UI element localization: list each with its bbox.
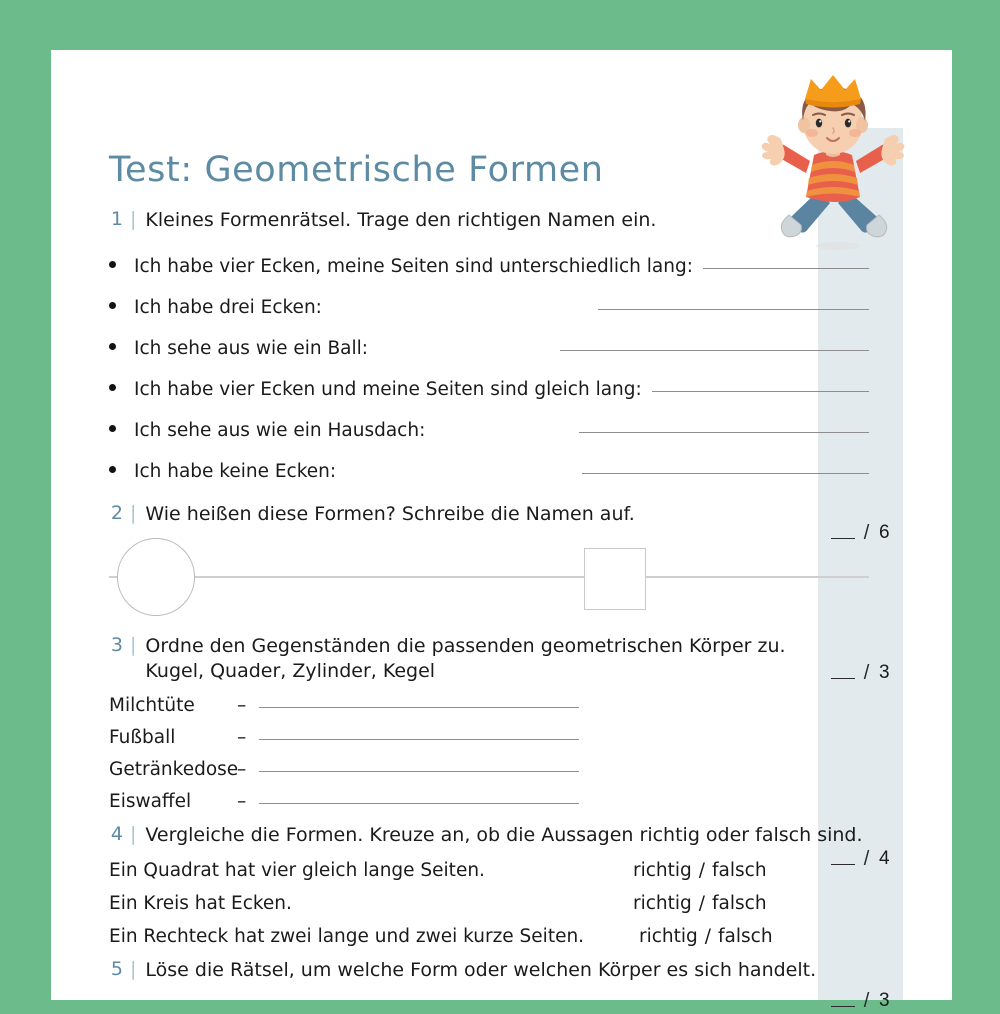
task-1-item-5	[109, 420, 869, 444]
score-slash-task-3: /	[863, 847, 870, 870]
task-4-row-2-option-false[interactable]: falsch	[712, 893, 767, 914]
task-1-item-6-answer-line[interactable]	[582, 473, 869, 474]
task-2-heading	[109, 502, 635, 527]
task-3-instruction-wrap	[145, 634, 785, 684]
task-1-separator: |	[130, 208, 137, 230]
task-3-row-1-label: Milchtüte	[109, 695, 195, 716]
task-3-row-4-label: Eiswaffel	[109, 791, 192, 812]
task-2-shapes-strip	[109, 528, 869, 618]
task-3-row-3-dash: –	[237, 759, 247, 780]
task-4-instruction: Vergleiche die Formen. Kreuze an, ob die Aussagen richtig oder falsch sind.	[145, 824, 863, 846]
task-5-heading	[109, 958, 816, 983]
score-slash-task-2: /	[863, 661, 870, 684]
task-4-row-1-option-false[interactable]: falsch	[712, 860, 767, 881]
task-1-item-2	[109, 297, 869, 321]
task-4-row-1-statement: Ein Quadrat hat vier gleich lange Seiten.	[109, 860, 485, 881]
task-3-row-2-dash: –	[237, 727, 247, 748]
task-1-heading	[109, 208, 656, 233]
bullet-icon	[109, 302, 116, 309]
task-4-row-3-options	[639, 926, 773, 947]
shapes-baseline	[109, 576, 869, 578]
task-3-instruction-line2: Kugel, Quader, Zylinder, Kegel	[145, 660, 436, 682]
score-slash-task-1: /	[863, 521, 870, 544]
task-1-item-1	[109, 256, 869, 280]
task-3-number: 3	[110, 634, 123, 656]
task-4-row-3-statement: Ein Rechteck hat zwei lange und zwei kurze Seiten.	[109, 926, 585, 947]
task-1-item-1-label: Ich habe vier Ecken, meine Seiten sind unterschiedlich lang:	[134, 256, 693, 277]
task-1-item-4-answer-line[interactable]	[652, 391, 869, 392]
worksheet-page	[51, 50, 952, 1012]
score-max-task-1: 6	[878, 522, 890, 543]
task-3-separator: |	[130, 634, 137, 656]
score-max-task-2: 3	[878, 662, 890, 683]
task-4-row-3-option-sep: /	[704, 926, 712, 947]
task-3-instruction: Ordne den Gegenständen die passenden geometrischen Körper zu.	[145, 635, 786, 657]
task-4-row-3-option-false[interactable]: falsch	[718, 926, 773, 947]
score-max-task-4: 3	[878, 990, 890, 1011]
boy-with-crown-illustration	[748, 73, 928, 253]
task-1-item-3-label: Ich sehe aus wie ein Ball:	[134, 338, 369, 359]
task-1-item-2-answer-line[interactable]	[598, 309, 869, 310]
task-3-heading	[109, 634, 786, 684]
task-1-item-4-label: Ich habe vier Ecken und meine Seiten sind gleich lang:	[134, 379, 642, 400]
page-title: Test: Geometrische Formen	[109, 150, 604, 190]
task-3-row-3	[109, 759, 579, 781]
task-4-number: 4	[110, 823, 123, 845]
task-3-row-1	[109, 695, 579, 717]
task-1-item-3	[109, 338, 869, 362]
score-max-task-3: 4	[878, 848, 890, 869]
task-1-item-5-label: Ich sehe aus wie ein Hausdach:	[134, 420, 426, 441]
task-5-instruction: Löse die Rätsel, um welche Form oder welchen Körper es sich handelt.	[145, 959, 817, 981]
task-1-item-6	[109, 461, 869, 485]
task-3-row-2-label: Fußball	[109, 727, 176, 748]
task-5-separator: |	[130, 958, 137, 980]
task-4-row-2-option-sep: /	[698, 893, 706, 914]
task-3-row-4-answer-line[interactable]	[259, 803, 579, 804]
task-1-item-3-answer-line[interactable]	[560, 350, 869, 351]
task-4-row-1-option-sep: /	[698, 860, 706, 881]
task-4-row-3-option-true[interactable]: richtig	[639, 926, 698, 947]
task-3-row-1-answer-line[interactable]	[259, 707, 579, 708]
task-5-number: 5	[110, 958, 123, 980]
task-3-row-2-answer-line[interactable]	[259, 739, 579, 740]
bullet-icon	[109, 384, 116, 391]
task-1-item-1-answer-line[interactable]	[703, 268, 869, 269]
task-3-row-3-answer-line[interactable]	[259, 771, 579, 772]
square-shape-icon	[584, 548, 646, 610]
task-3-row-4-dash: –	[237, 791, 247, 812]
task-4-row-1	[109, 860, 839, 884]
task-2-separator: |	[130, 502, 137, 524]
bullet-icon	[109, 466, 116, 473]
circle-shape-icon	[117, 538, 195, 616]
task-4-row-2	[109, 893, 839, 917]
task-3-row-3-label: Getränkedose	[109, 759, 239, 780]
task-4-row-1-option-true[interactable]: richtig	[633, 860, 692, 881]
task-4-row-3	[109, 926, 839, 950]
task-4-heading	[109, 823, 863, 848]
task-3-row-1-dash: –	[237, 695, 247, 716]
task-1-item-5-answer-line[interactable]	[579, 432, 869, 433]
task-1-instruction: Kleines Formenrätsel. Trage den richtigen Namen ein.	[145, 209, 657, 231]
task-4-row-2-statement: Ein Kreis hat Ecken.	[109, 893, 292, 914]
task-3-row-2	[109, 727, 579, 749]
score-slash-task-4: /	[863, 989, 870, 1012]
task-4-separator: |	[130, 823, 137, 845]
task-3-row-4	[109, 791, 579, 813]
bullet-icon	[109, 425, 116, 432]
task-4-row-1-options	[633, 860, 767, 881]
task-2-number: 2	[110, 502, 123, 524]
bullet-icon	[109, 343, 116, 350]
bullet-icon	[109, 261, 116, 268]
task-1-item-4	[109, 379, 869, 403]
task-1-number: 1	[110, 208, 123, 230]
task-4-row-2-option-true[interactable]: richtig	[633, 893, 692, 914]
task-4-row-2-options	[633, 893, 767, 914]
task-1-item-2-label: Ich habe drei Ecken:	[134, 297, 322, 318]
task-1-item-6-label: Ich habe keine Ecken:	[134, 461, 337, 482]
task-2-instruction: Wie heißen diese Formen? Schreibe die Namen auf.	[145, 503, 635, 525]
